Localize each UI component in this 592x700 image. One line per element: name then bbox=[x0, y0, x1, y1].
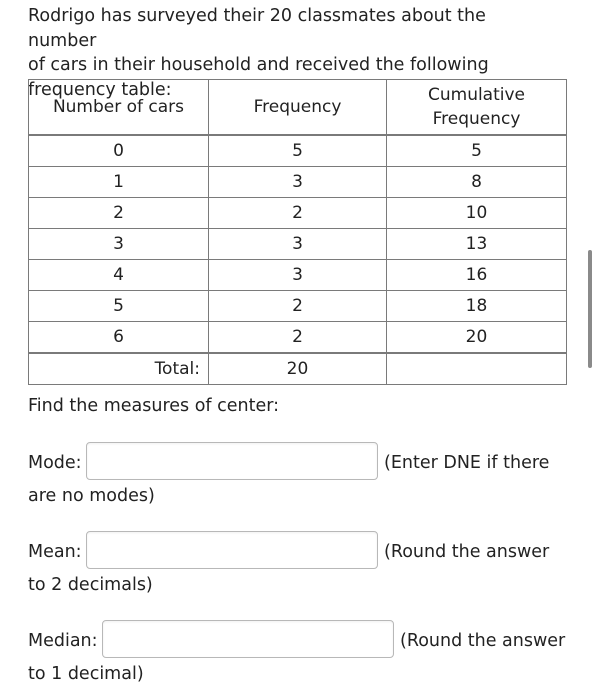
total-label: Total: bbox=[29, 353, 209, 385]
cell-cumulative: 18 bbox=[387, 291, 567, 322]
cell-frequency: 2 bbox=[209, 198, 387, 229]
mean-input[interactable] bbox=[86, 531, 378, 569]
header-cumulative-line: Cumulative bbox=[427, 85, 526, 105]
cell-cars: 1 bbox=[29, 167, 209, 198]
total-cumulative-empty bbox=[387, 353, 567, 385]
mode-hint: (Enter DNE if there bbox=[384, 453, 550, 473]
table-row bbox=[29, 198, 567, 229]
mean-hint: (Round the answer bbox=[384, 542, 550, 562]
total-row bbox=[29, 353, 567, 385]
total-value: 20 bbox=[209, 353, 387, 385]
scrollbar-thumb[interactable] bbox=[588, 250, 592, 368]
table-row bbox=[29, 260, 567, 291]
mode-input[interactable] bbox=[86, 442, 378, 480]
mean-label: Mean: bbox=[28, 542, 82, 562]
cell-frequency: 2 bbox=[209, 291, 387, 322]
frequency-table bbox=[28, 79, 567, 385]
header-frequency: Frequency bbox=[209, 80, 387, 136]
cell-frequency: 3 bbox=[209, 167, 387, 198]
header-cumulative-frequency bbox=[387, 80, 567, 136]
instructions: Find the measures of center: bbox=[28, 396, 280, 416]
problem-text-line: frequency table: bbox=[28, 79, 172, 100]
cell-cumulative: 16 bbox=[387, 260, 567, 291]
table-row bbox=[29, 291, 567, 322]
mode-label: Mode: bbox=[28, 453, 82, 473]
median-hint: (Round the answer bbox=[400, 631, 566, 651]
header-cumulative-line: Frequency bbox=[432, 109, 521, 129]
cell-cars: 3 bbox=[29, 229, 209, 260]
cell-frequency: 3 bbox=[209, 260, 387, 291]
median-label: Median: bbox=[28, 631, 98, 651]
cell-cars: 5 bbox=[29, 291, 209, 322]
cell-frequency: 5 bbox=[209, 135, 387, 167]
header-number-of-cars: Number of cars bbox=[29, 80, 209, 136]
cell-cumulative: 20 bbox=[387, 322, 567, 354]
cell-frequency: 2 bbox=[209, 322, 387, 354]
table-row bbox=[29, 322, 567, 354]
median-input[interactable] bbox=[102, 620, 394, 658]
median-hint-continued: to 1 decimal) bbox=[28, 664, 144, 684]
cell-cumulative: 13 bbox=[387, 229, 567, 260]
mode-hint-continued: are no modes) bbox=[28, 486, 155, 506]
cell-cars: 2 bbox=[29, 198, 209, 229]
table-row bbox=[29, 135, 567, 167]
cell-frequency: 3 bbox=[209, 229, 387, 260]
table-header-row bbox=[29, 80, 567, 136]
cell-cumulative: 8 bbox=[387, 167, 567, 198]
mean-hint-continued: to 2 decimals) bbox=[28, 575, 153, 595]
cell-cars: 6 bbox=[29, 322, 209, 354]
cell-cumulative: 5 bbox=[387, 135, 567, 167]
table-row bbox=[29, 167, 567, 198]
problem-text-line: of cars in their household and received the following bbox=[28, 55, 489, 75]
cell-cars: 0 bbox=[29, 135, 209, 167]
cell-cumulative: 10 bbox=[387, 198, 567, 229]
problem-text-line: Rodrigo has surveyed their 20 classmates about the number bbox=[28, 6, 486, 51]
cell-cars: 4 bbox=[29, 260, 209, 291]
table-row bbox=[29, 229, 567, 260]
